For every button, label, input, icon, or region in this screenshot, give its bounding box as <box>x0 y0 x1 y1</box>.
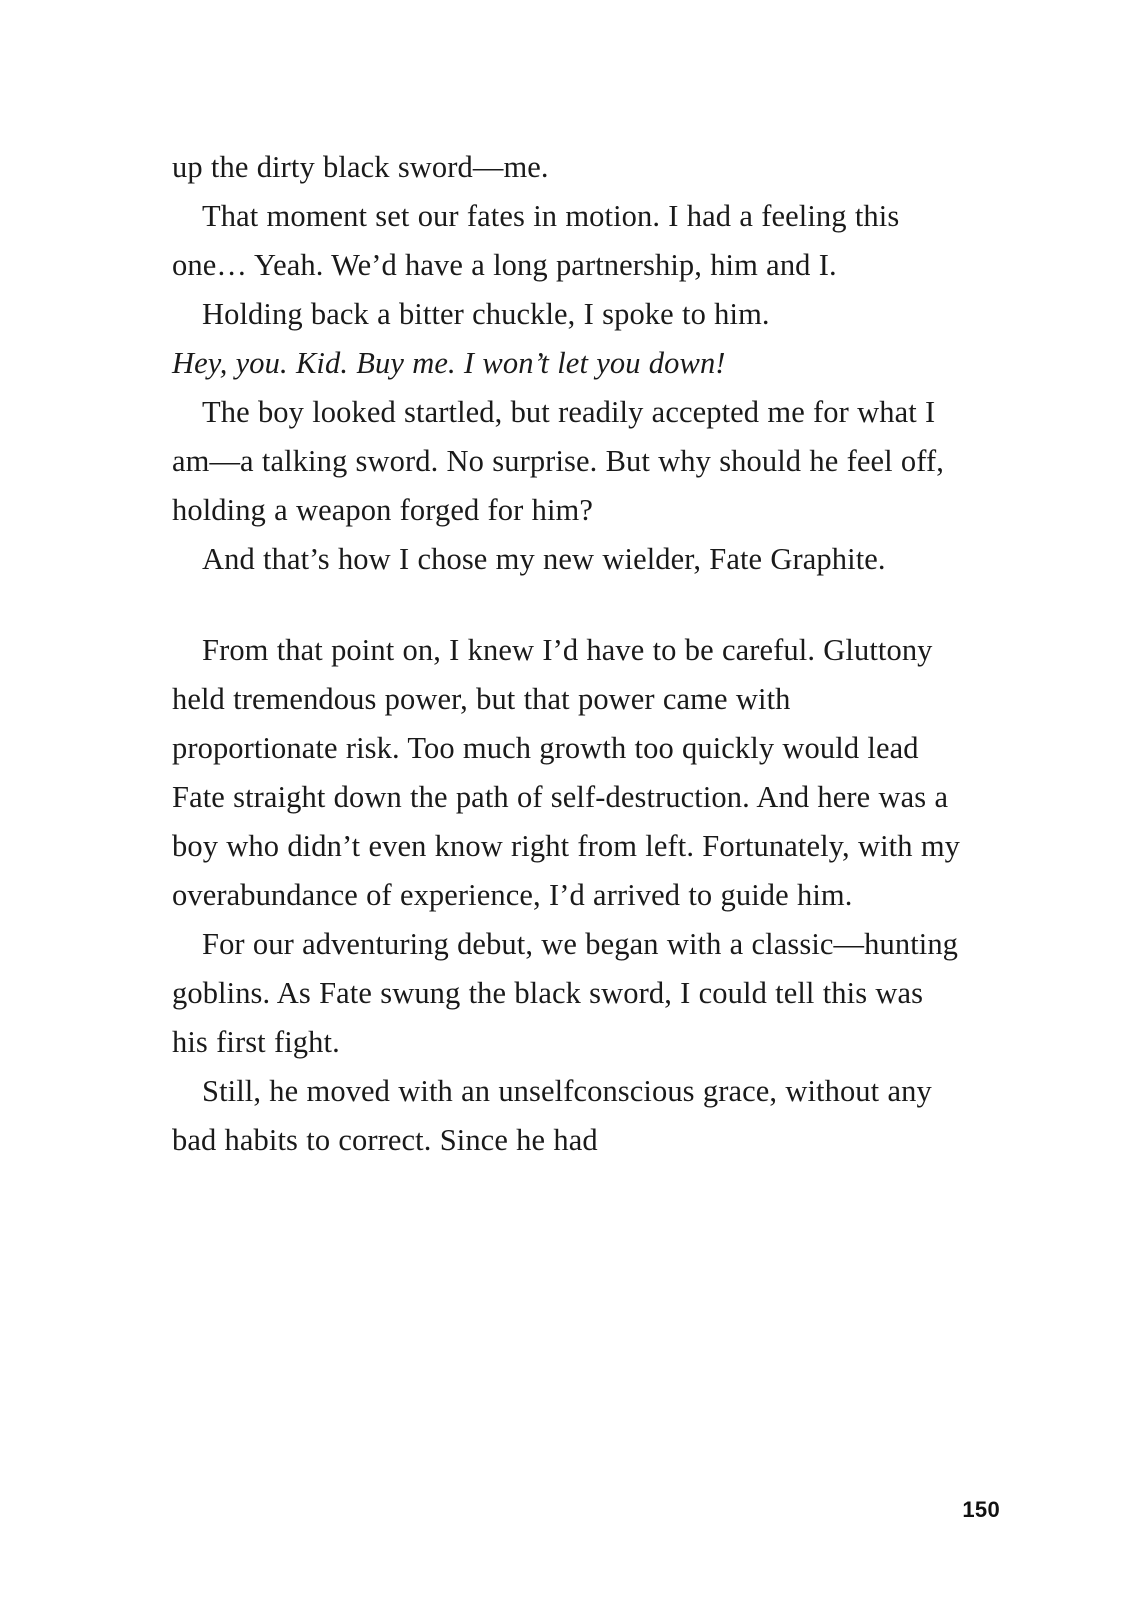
paragraph-continuation: up the dirty black sword—me. <box>172 150 549 184</box>
paragraph-fates-in-motion: That moment set our fates in motion. I had a feeling this one… Yeah. We’d have a long partnership, him and I. <box>172 199 900 282</box>
paragraph-adventuring-debut: For our adventuring debut, we began with a classic—hunting goblins. As Fate swung the black sword, I could tell this was his first fight. <box>172 927 959 1059</box>
page-number: 150 <box>962 1497 1000 1522</box>
paragraph-unselfconscious-grace: Still, he moved with an unselfconscious grace, without any bad habits to correct. Since he had <box>172 1074 932 1157</box>
page-body-text <box>172 143 962 1165</box>
scene-break-spacer <box>172 584 962 626</box>
paragraph-bitter-chuckle: Holding back a bitter chuckle, I spoke to him. <box>202 297 770 331</box>
paragraph-boy-startled: The boy looked startled, but readily accepted me for what I am—a talking sword. No surprise. But why should he feel off, holding a weapon forged for him? <box>172 395 944 527</box>
paragraph-careful-gluttony: From that point on, I knew I’d have to be careful. Gluttony held tremendous power, but that power came with proportionate risk. Too much growth too quickly would lead Fate straight down the path of self-destruction. And here was a boy who didn’t even know right from left. Fortunately, with my overabundance of experience, I’d arrived to guide him. <box>172 633 960 912</box>
paragraph-sword-dialogue: Hey, you. Kid. Buy me. I won’t let you down! <box>172 346 726 380</box>
paragraph-new-wielder: And that’s how I chose my new wielder, Fate Graphite. <box>202 542 886 576</box>
